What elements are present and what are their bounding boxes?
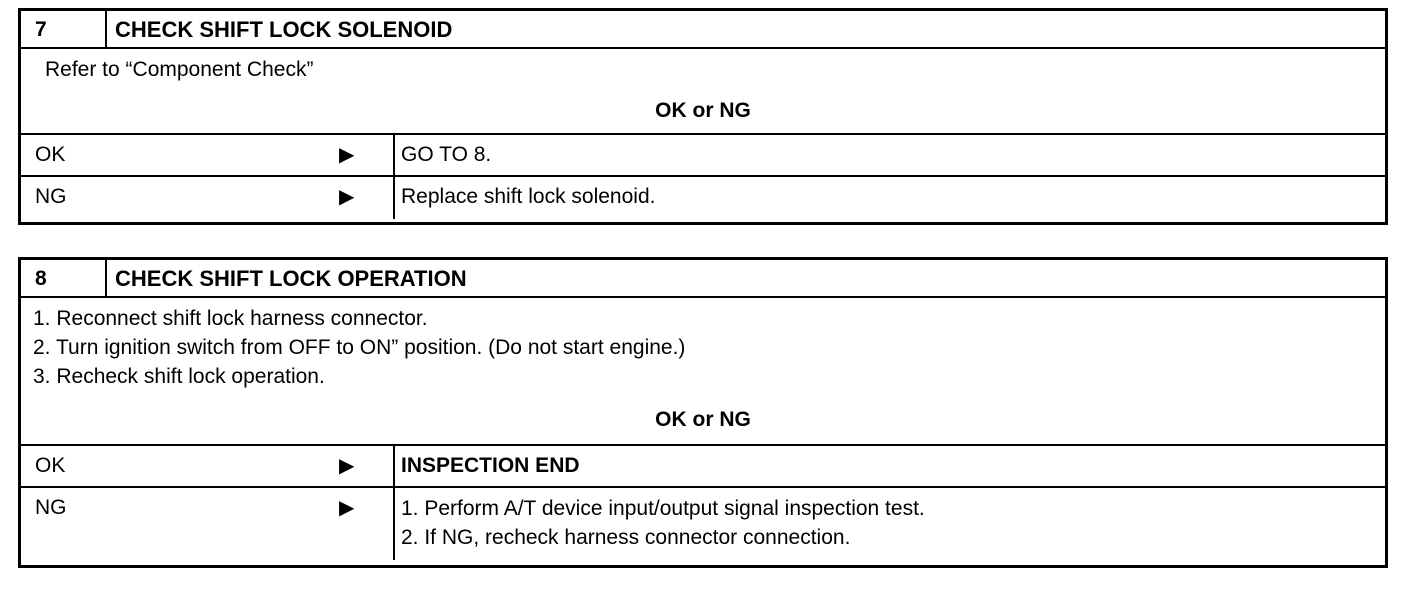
instruction-line: Refer to “Component Check” <box>45 58 314 81</box>
result-action <box>395 488 925 560</box>
instruction-line: 3. Recheck shift lock operation. <box>33 365 325 388</box>
result-row-ng <box>21 177 1385 219</box>
result-row-ok <box>21 135 1385 177</box>
result-label: OK <box>35 143 66 166</box>
result-row-ng <box>21 488 1385 560</box>
result-label: NG <box>35 496 67 519</box>
step-instructions <box>21 298 1385 446</box>
arrow-right-icon: ▶ <box>339 186 355 208</box>
result-action: Replace shift lock solenoid. <box>401 185 656 208</box>
step-number: 7 <box>21 11 107 47</box>
result-label: NG <box>35 185 67 208</box>
result-action: GO TO 8. <box>401 143 492 166</box>
arrow-right-icon: ▶ <box>339 144 355 166</box>
result-label: OK <box>35 454 66 477</box>
action-line: 1. Perform A/T device input/output signal inspection test. <box>401 497 925 520</box>
step-7-box <box>18 8 1388 225</box>
step-number: 8 <box>21 260 107 296</box>
arrow-right-icon: ▶ <box>339 497 355 519</box>
result-action: INSPECTION END <box>401 454 580 477</box>
action-line: 2. If NG, recheck harness connector connection. <box>401 526 851 549</box>
result-row-ok <box>21 446 1385 488</box>
step-header <box>21 11 1385 49</box>
ok-or-ng-question: OK or NG <box>655 408 751 431</box>
step-8-box <box>18 257 1388 568</box>
step-header <box>21 260 1385 298</box>
ok-or-ng-question: OK or NG <box>655 99 751 122</box>
instruction-line: 2. Turn ignition switch from OFF to ON” position. (Do not start engine.) <box>33 336 686 359</box>
step-title: CHECK SHIFT LOCK OPERATION <box>115 266 467 291</box>
step-instructions <box>21 49 1385 135</box>
instruction-line: 1. Reconnect shift lock harness connector. <box>33 307 428 330</box>
arrow-right-icon: ▶ <box>339 455 355 477</box>
step-title: CHECK SHIFT LOCK SOLENOID <box>115 17 453 42</box>
